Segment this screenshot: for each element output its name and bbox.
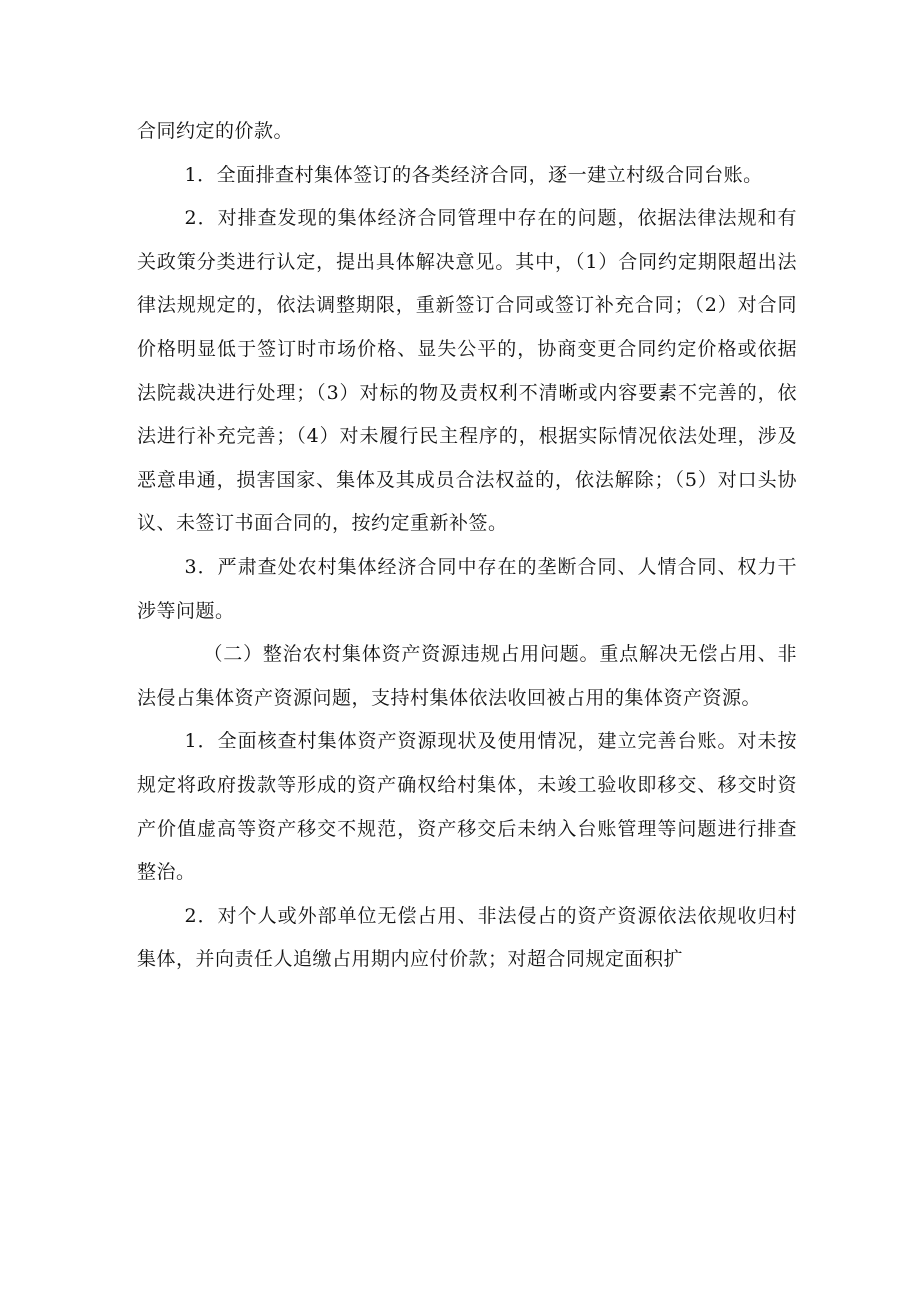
- paragraph-item-1b: 1．全面核查村集体资产资源现状及使用情况，建立完善台账。对未按规定将政府拨款等形成的资产确权给村集体，未竣工验收即移交、移交时资产价值虚高等资产移交不规范，资产移交后未纳入台账管理等问题进行排查整治。: [137, 730, 797, 884]
- paragraph-item-2: 2．对排查发现的集体经济合同管理中存在的问题，依据法律法规和有关政策分类进行认定，提出具体解决意见。其中，（1）合同约定期限超出法律法规规定的，依法调整期限，重新签订合同或签订补充合同；（2）对合同价格明显低于签订时市场价格、显失公平的，协商变更合同约定价格或依据法院裁决进行处理；（3）对标的物及责权利不清晰或内容要素不完善的，依法进行补充完善；（4）对未履行民主程序的，根据实际情况依法处理，涉及恶意串通，损害国家、集体及其成员合法权益的，依法解除；（5）对口头协议、未签订书面合同的，按约定重新补签。: [137, 207, 797, 535]
- paragraph-item-1: 1．全面排查村集体签订的各类经济合同，逐一建立村级合同台账。: [184, 163, 763, 186]
- document-body: [137, 110, 797, 982]
- paragraph-item-2b: 2．对个人或外部单位无偿占用、非法侵占的资产资源依法依规收归村集体，并向责任人追缴占用期内应付价款；对超合同规定面积扩: [137, 904, 797, 971]
- paragraph-item-3: 3．严肃查处农村集体经济合同中存在的垄断合同、人情合同、权力干涉等问题。: [137, 555, 797, 622]
- section-heading-2: （二）整治农村集体资产资源违规占用问题。重点解决无偿占用、非法侵占集体资产资源问题，支持村集体依法收回被占用的集体资产资源。: [137, 643, 797, 709]
- paragraph-continuation: 合同约定的价款。: [137, 120, 294, 142]
